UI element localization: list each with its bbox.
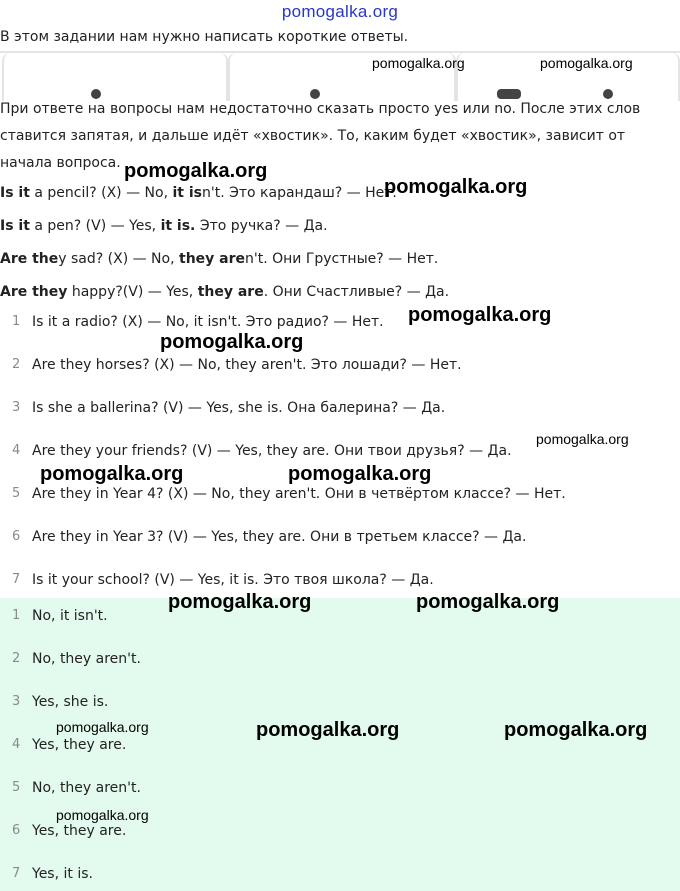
watermark: pomogalka.org bbox=[536, 431, 629, 447]
watermark: pomogalka.org bbox=[384, 176, 528, 198]
watermark: pomogalka.org bbox=[408, 304, 552, 326]
watermark: pomogalka.org bbox=[288, 463, 432, 485]
tab-card-1[interactable] bbox=[2, 53, 228, 101]
answers-panel: 1 No, it isn't. 2 No, they aren't. 3 Yes, she is. 4 Yes, they are. 5 No, they aren't. 6 Yes, they are. 7 Yes, it is. bbox=[0, 598, 680, 891]
watermark: pomogalka.org bbox=[56, 719, 149, 735]
example-line: Is it a pencil? (X) — No, it isn't. Это карандаш? — Нет. bbox=[0, 185, 397, 201]
watermark: pomogalka.org bbox=[160, 331, 304, 353]
watermark: pomogalka.org bbox=[40, 463, 184, 485]
watermark: pomogalka.org bbox=[168, 591, 312, 613]
watermark: pomogalka.org bbox=[256, 719, 400, 741]
rule-explanation bbox=[0, 96, 680, 177]
watermark: pomogalka.org bbox=[372, 55, 465, 71]
example-line: Are they sad? (X) — No, they aren't. Они Грустные? — Нет. bbox=[0, 251, 439, 267]
example-line: Are they happy?(V) — Yes, they are. Они Счастливые? — Да. bbox=[0, 284, 450, 300]
watermark: pomogalka.org bbox=[416, 591, 560, 613]
rule-text: При ответе на вопросы нам недостаточно сказать просто yes или no. После этих слов ставится запятая, и дальше идёт «хвостик». То, каким будет «хвостик», зависит от начала вопроса. bbox=[0, 101, 641, 171]
watermark: pomogalka.org bbox=[540, 55, 633, 71]
watermark: pomogalka.org bbox=[124, 160, 268, 182]
site-header-logo: pomogalka.org bbox=[281, 2, 399, 21]
task-intro: В этом задании нам нужно написать короткие ответы. bbox=[0, 29, 409, 45]
watermark: pomogalka.org bbox=[504, 719, 648, 741]
watermark: pomogalka.org bbox=[56, 807, 149, 823]
example-line: Is it a pen? (V) — Yes, it is. Это ручка? — Да. bbox=[0, 218, 328, 234]
